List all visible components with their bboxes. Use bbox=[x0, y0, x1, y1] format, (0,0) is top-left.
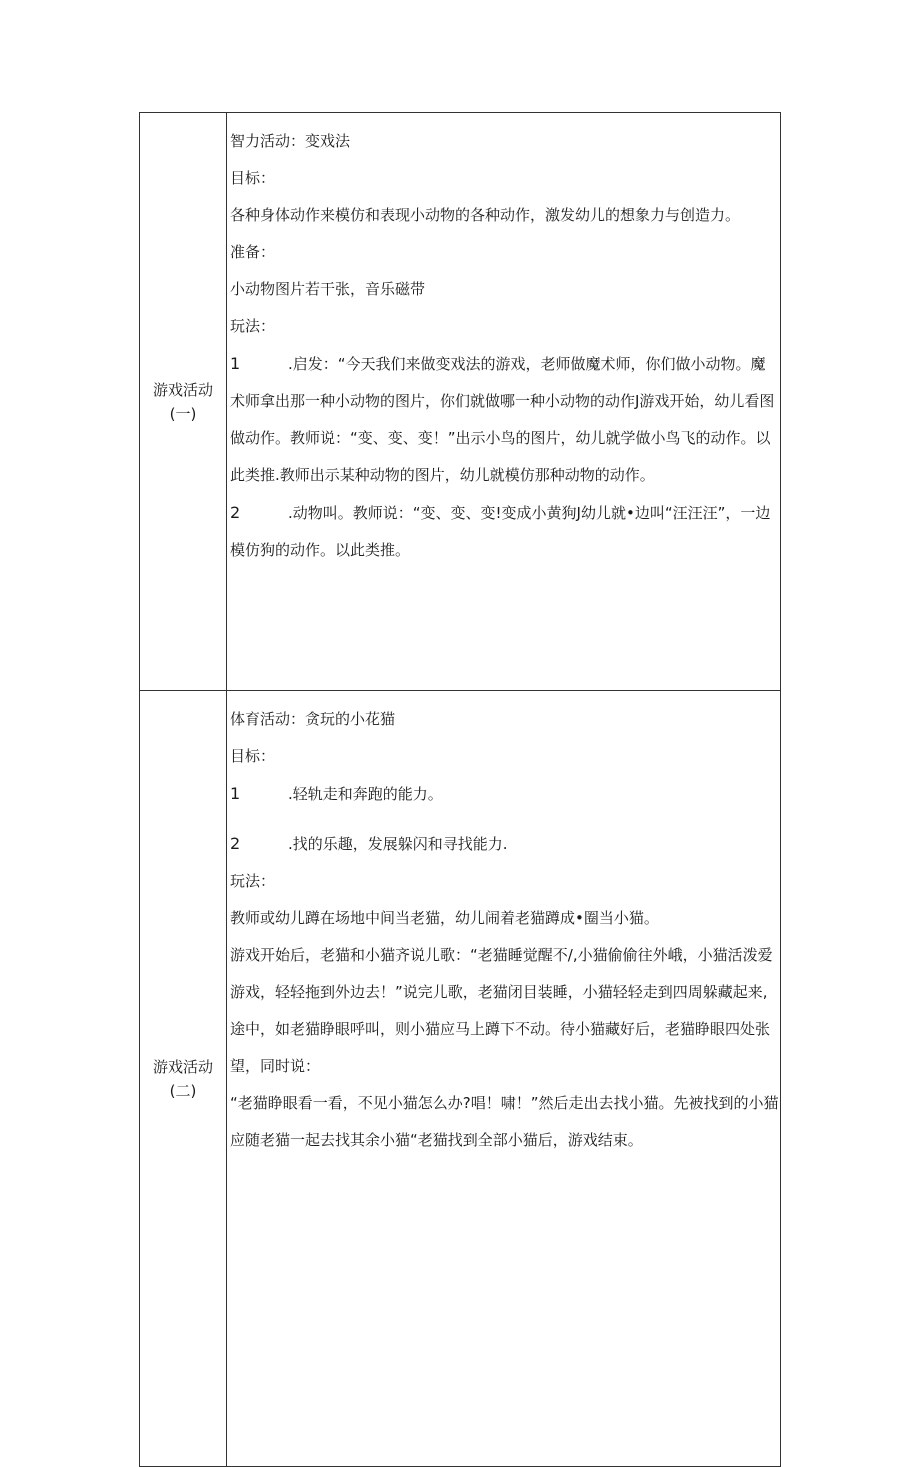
goal-2 bbox=[230, 825, 780, 863]
play-paragraph-1: 教师或幼儿蹲在场地中间当老猫，幼儿闹着老猫蹲成•圈当小猫。 bbox=[230, 909, 659, 927]
step-1-number: 1 bbox=[230, 354, 241, 373]
step-2 bbox=[230, 494, 780, 569]
activity-title: 智力活动：变戏法 bbox=[230, 132, 351, 150]
goal-text: 各种身体动作来模仿和表现小动物的各种动作，激发幼儿的想象力与创造力。 bbox=[230, 206, 741, 224]
row-label-game2: 游戏活动(二) bbox=[140, 691, 227, 1467]
row-content-game2 bbox=[227, 691, 781, 1467]
step-2-text: .动物叫。教师说：“变、变、变!变成小黄狗J幼儿就•边叫“汪汪汪”，一边模仿狗的动作。以此类推。 bbox=[230, 504, 771, 559]
step-2-number: 2 bbox=[230, 503, 241, 522]
goal-label: 目标： bbox=[230, 169, 276, 187]
play-paragraph-3: “老猫睁眼看一看，不见小猫怎么办?唱！啸！”然后走出去找小猫。先被找到的小猫应随老猫一起去找其余小猫“老猫找到全部小猫后，游戏结束。 bbox=[230, 1094, 779, 1149]
table-row bbox=[140, 113, 781, 691]
goal-2-text: .找的乐趣，发展躲闪和寻找能力. bbox=[288, 835, 508, 853]
play-label: 玩法： bbox=[230, 872, 276, 890]
step-1 bbox=[230, 345, 780, 383]
activity-table bbox=[139, 112, 781, 1467]
goal-label: 目标： bbox=[230, 747, 276, 765]
activity-title: 体育活动：贪玩的小花猫 bbox=[230, 710, 396, 728]
step-1-text: .启发：“今天我们来做变戏法的游戏，老师做魔术师，你们做小动物。魔 bbox=[288, 355, 766, 373]
row-label-game1: 游戏活动(一) bbox=[140, 113, 227, 691]
goal-1 bbox=[230, 775, 780, 813]
prep-text: 小动物图片若干张，音乐磁带 bbox=[230, 280, 426, 298]
row-content-game1 bbox=[227, 113, 781, 691]
prep-label: 准备： bbox=[230, 243, 276, 261]
step-1-continued: 术师拿出那一种小动物的图片，你们就做哪一种小动物的动作J游戏开始，幼儿看图做动作。教师说：“变、变、变！”出示小鸟的图片，幼儿就学做小鸟飞的动作。以此类推.教师出示某种动物的图片，幼儿就模仿那种动物的动作。 bbox=[230, 392, 775, 484]
table-row bbox=[140, 691, 781, 1467]
play-label: 玩法： bbox=[230, 317, 276, 335]
play-paragraph-2: 游戏开始后，老猫和小猫齐说儿歌：“老猫睡觉醒不/,小猫偷偷往外峨，小猫活泼爱游戏，轻轻拖到外边去！”说完儿歌，老猫闭目装睡，小猫轻轻走到四周躲藏起来,途中，如老猫睁眼呼叫，则小猫应马上蹲下不动。待小猫藏好后，老猫睁眼四处张望，同时说： bbox=[230, 946, 773, 1075]
goal-2-number: 2 bbox=[230, 834, 241, 853]
goal-1-number: 1 bbox=[230, 784, 241, 803]
goal-1-text: .轻轨走和奔跑的能力。 bbox=[288, 785, 443, 803]
